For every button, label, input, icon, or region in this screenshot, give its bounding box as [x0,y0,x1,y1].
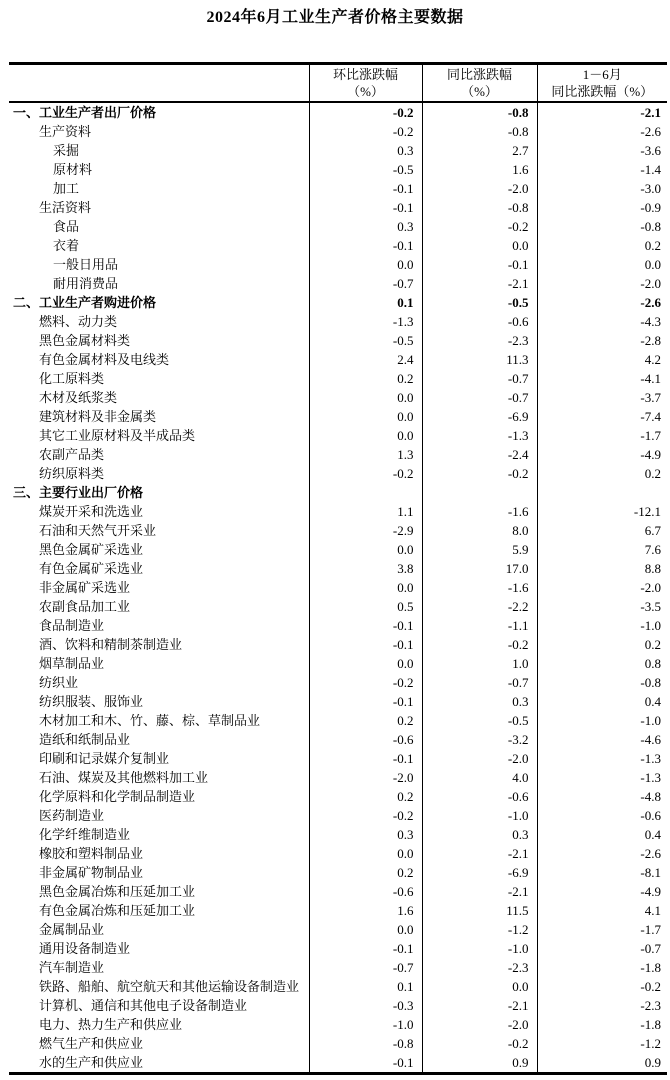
row-yoy-value: 8.0 [422,521,537,540]
row-yoy-value: -0.7 [422,673,537,692]
table-row [9,768,667,787]
header-ytd-line2: 同比涨跌幅（%） [551,83,654,99]
row-label: 铁路、船舶、航空航天和其他运输设备制造业 [39,978,300,994]
row-ytd-value: -4.6 [537,730,667,749]
row-mom-value: -0.3 [309,996,422,1015]
row-yoy-value: -2.3 [422,958,537,977]
row-yoy-value: -1.3 [422,426,537,445]
row-yoy-value: -6.9 [422,863,537,882]
row-yoy-value: -2.1 [422,844,537,863]
row-ytd-value: 4.2 [537,350,667,369]
row-ytd-value: 0.8 [537,654,667,673]
row-yoy-value: 0.9 [422,1053,537,1074]
header-mom-line2: （%） [347,83,384,99]
row-yoy-value: -1.0 [422,939,537,958]
row-label: 生活资料 [39,199,92,215]
table-row [9,863,667,882]
row-label: 化工原料类 [39,370,105,386]
row-mom-value: 0.2 [309,711,422,730]
row-label: 煤炭开采和洗选业 [39,503,144,519]
row-mom-value: 1.6 [309,901,422,920]
row-mom-value: 0.0 [309,388,422,407]
row-ytd-value: 6.7 [537,521,667,540]
row-label: 一、工业生产者出厂价格 [13,104,157,120]
row-label: 原材料 [53,161,93,177]
row-ytd-value: -12.1 [537,502,667,521]
table-header [9,64,667,102]
row-label: 有色金属冶炼和压延加工业 [39,902,196,918]
row-mom-value: 1.1 [309,502,422,521]
row-ytd-value: -3.7 [537,388,667,407]
table-row [9,882,667,901]
table-row [9,255,667,274]
table-row [9,749,667,768]
row-yoy-value: -0.5 [422,293,537,312]
row-label: 二、工业生产者购进价格 [13,294,157,310]
table-row [9,825,667,844]
row-yoy-value: 11.5 [422,901,537,920]
row-yoy-value: -0.7 [422,388,537,407]
row-yoy-value: -2.1 [422,996,537,1015]
row-mom-value: -0.6 [309,730,422,749]
row-yoy-value: -2.2 [422,597,537,616]
row-label: 食品制造业 [39,617,105,633]
table-row [9,445,667,464]
row-mom-value: -0.8 [309,1034,422,1053]
table-row [9,939,667,958]
row-label: 燃气生产和供应业 [39,1035,144,1051]
header-mom-column [309,64,422,102]
row-label: 生产资料 [39,123,92,139]
row-ytd-value: -0.8 [537,217,667,236]
row-ytd-value: -4.9 [537,882,667,901]
row-mom-value: 0.2 [309,863,422,882]
row-mom-value: 0.0 [309,578,422,597]
header-yoy-line1: 同比涨跌幅 [446,66,512,82]
row-mom-value: -0.2 [309,122,422,141]
row-ytd-value: -1.0 [537,616,667,635]
row-mom-value: -0.1 [309,692,422,711]
row-mom-value: -0.1 [309,749,422,768]
header-ytd-line1: 1－6月 [582,66,622,82]
row-label: 纺织服装、服饰业 [39,693,144,709]
row-yoy-value: -1.6 [422,502,537,521]
row-mom-value: -1.3 [309,312,422,331]
row-yoy-value: 17.0 [422,559,537,578]
row-mom-value: -0.2 [309,673,422,692]
table-row [9,521,667,540]
table-row [9,502,667,521]
row-yoy-value: -0.2 [422,1034,537,1053]
row-ytd-value: -1.4 [537,160,667,179]
row-yoy-value: 11.3 [422,350,537,369]
row-mom-value: -0.5 [309,160,422,179]
row-ytd-value: -1.7 [537,920,667,939]
row-mom-value: 0.1 [309,293,422,312]
table-row [9,198,667,217]
row-yoy-value: -1.6 [422,578,537,597]
row-yoy-value: -2.0 [422,1015,537,1034]
header-label-column [9,64,309,102]
row-yoy-value: 0.0 [422,236,537,255]
row-yoy-value: 0.3 [422,825,537,844]
table-row [9,787,667,806]
row-mom-value: -0.6 [309,882,422,901]
row-ytd-value: 8.8 [537,559,667,578]
row-yoy-value: 1.6 [422,160,537,179]
row-label: 电力、热力生产和供应业 [39,1016,183,1032]
row-yoy-value: -6.9 [422,407,537,426]
row-yoy-value: -2.0 [422,749,537,768]
row-label: 其它工业原材料及半成品类 [39,427,196,443]
table-row [9,692,667,711]
row-label: 有色金属材料及电线类 [39,351,170,367]
row-label: 黑色金属冶炼和压延加工业 [39,883,196,899]
row-ytd-value: 0.4 [537,825,667,844]
row-label: 汽车制造业 [39,959,105,975]
row-mom-value: 0.5 [309,597,422,616]
row-label: 黑色金属矿采选业 [39,541,144,557]
table-row [9,901,667,920]
row-ytd-value: -2.6 [537,844,667,863]
row-ytd-value: -2.0 [537,578,667,597]
row-label: 农副产品类 [39,446,105,462]
row-yoy-value: -0.6 [422,312,537,331]
row-ytd-value: 0.2 [537,236,667,255]
table-body [9,102,667,1074]
table-row [9,331,667,350]
table-row [9,559,667,578]
row-yoy-value: -0.8 [422,198,537,217]
row-mom-value: -0.2 [309,102,422,122]
table-row [9,711,667,730]
row-yoy-value: -0.2 [422,464,537,483]
table-row [9,102,667,122]
row-ytd-value: -0.2 [537,977,667,996]
row-mom-value: -0.1 [309,635,422,654]
row-ytd-value: -2.0 [537,274,667,293]
row-ytd-value: -0.7 [537,939,667,958]
row-yoy-value: -0.7 [422,369,537,388]
row-mom-value: 1.3 [309,445,422,464]
row-yoy-value: -1.1 [422,616,537,635]
row-label: 印刷和记录媒介复制业 [39,750,170,766]
row-ytd-value: -3.6 [537,141,667,160]
row-ytd-value: 0.9 [537,1053,667,1074]
row-mom-value: -0.7 [309,958,422,977]
row-yoy-value: -1.0 [422,806,537,825]
row-label: 石油和天然气开采业 [39,522,157,538]
table-row [9,426,667,445]
row-ytd-value: 0.2 [537,635,667,654]
producer-price-table [9,62,667,1075]
row-yoy-value: -0.1 [422,255,537,274]
row-label: 食品 [53,218,80,234]
row-ytd-value: -2.3 [537,996,667,1015]
row-mom-value: 0.0 [309,654,422,673]
row-label: 计算机、通信和其他电子设备制造业 [39,997,248,1013]
row-mom-value: 0.2 [309,369,422,388]
row-yoy-value: 1.0 [422,654,537,673]
row-mom-value: -0.1 [309,179,422,198]
row-label: 加工 [53,180,80,196]
row-ytd-value: -0.8 [537,673,667,692]
row-ytd-value: -4.9 [537,445,667,464]
table-row [9,160,667,179]
row-ytd-value: -4.3 [537,312,667,331]
row-label: 农副食品加工业 [39,598,131,614]
row-label: 木材及纸浆类 [39,389,118,405]
row-mom-value: -2.9 [309,521,422,540]
table-row [9,958,667,977]
row-ytd-value: 4.1 [537,901,667,920]
table-row [9,464,667,483]
row-mom-value: -0.1 [309,236,422,255]
row-mom-value: 0.0 [309,426,422,445]
row-mom-value: -0.1 [309,939,422,958]
row-ytd-value: -1.3 [537,749,667,768]
row-label: 石油、煤炭及其他燃料加工业 [39,769,209,785]
row-mom-value: 0.0 [309,255,422,274]
row-label: 酒、饮料和精制茶制造业 [39,636,183,652]
table-row [9,122,667,141]
row-mom-value: 0.2 [309,787,422,806]
row-ytd-value: -2.8 [537,331,667,350]
row-label: 通用设备制造业 [39,940,131,956]
row-ytd-value: -8.1 [537,863,667,882]
table-row [9,673,667,692]
table-row [9,635,667,654]
row-ytd-value: -0.6 [537,806,667,825]
row-mom-value: 0.0 [309,844,422,863]
table-row [9,730,667,749]
table-row [9,141,667,160]
row-label: 非金属矿物制品业 [39,864,144,880]
row-mom-value: -1.0 [309,1015,422,1034]
row-yoy-value [422,483,537,502]
row-label: 化学纤维制造业 [39,826,131,842]
table-row [9,312,667,331]
row-mom-value: 3.8 [309,559,422,578]
table-row [9,540,667,559]
row-label: 有色金属矿采选业 [39,560,144,576]
row-mom-value: 0.0 [309,407,422,426]
row-ytd-value: 0.0 [537,255,667,274]
table-row [9,1053,667,1074]
row-yoy-value: -0.6 [422,787,537,806]
row-yoy-value: 5.9 [422,540,537,559]
row-mom-value: 0.0 [309,540,422,559]
table-row [9,920,667,939]
table-row [9,217,667,236]
row-yoy-value: -0.2 [422,635,537,654]
row-yoy-value: -2.1 [422,882,537,901]
row-mom-value: 0.3 [309,141,422,160]
table-row [9,597,667,616]
row-mom-value: -0.1 [309,198,422,217]
table-row [9,844,667,863]
table-row [9,388,667,407]
row-label: 橡胶和塑料制品业 [39,845,144,861]
table-row [9,293,667,312]
row-label: 采掘 [53,142,80,158]
row-ytd-value: -1.2 [537,1034,667,1053]
row-label: 三、主要行业出厂价格 [13,484,144,500]
row-ytd-value: -1.7 [537,426,667,445]
table-row [9,483,667,502]
table-row [9,236,667,255]
table-row [9,654,667,673]
row-yoy-value: -2.1 [422,274,537,293]
table-row [9,369,667,388]
row-label: 耐用消费品 [53,275,119,291]
row-mom-value: 2.4 [309,350,422,369]
row-mom-value: 0.0 [309,920,422,939]
row-label: 燃料、动力类 [39,313,118,329]
row-ytd-value: -4.8 [537,787,667,806]
row-yoy-value: 0.0 [422,977,537,996]
row-ytd-value: -1.0 [537,711,667,730]
row-mom-value: -0.2 [309,464,422,483]
row-yoy-value: -0.8 [422,122,537,141]
row-mom-value: 0.1 [309,977,422,996]
row-label: 一般日用品 [53,256,119,272]
row-ytd-value: 0.4 [537,692,667,711]
header-yoy-column [422,64,537,102]
row-yoy-value: -2.0 [422,179,537,198]
row-ytd-value [537,483,667,502]
table-row [9,977,667,996]
row-mom-value: -0.7 [309,274,422,293]
row-yoy-value: -2.3 [422,331,537,350]
row-label: 衣着 [53,237,80,253]
table-row [9,350,667,369]
row-mom-value [309,483,422,502]
row-label: 医药制造业 [39,807,105,823]
row-yoy-value: -3.2 [422,730,537,749]
row-mom-value: 0.3 [309,825,422,844]
row-yoy-value: -1.2 [422,920,537,939]
row-yoy-value: 2.7 [422,141,537,160]
row-ytd-value: -3.5 [537,597,667,616]
row-ytd-value: -1.3 [537,768,667,787]
table-row [9,407,667,426]
row-label: 化学原料和化学制品制造业 [39,788,196,804]
table-row [9,1015,667,1034]
table-row [9,806,667,825]
row-label: 黑色金属材料类 [39,332,131,348]
row-ytd-value: -2.6 [537,122,667,141]
row-ytd-value: -1.8 [537,1015,667,1034]
row-mom-value: -2.0 [309,768,422,787]
table-row [9,996,667,1015]
row-label: 纺织业 [39,674,79,690]
table-row [9,616,667,635]
row-yoy-value: -0.8 [422,102,537,122]
row-label: 建筑材料及非金属类 [39,408,157,424]
row-ytd-value: -4.1 [537,369,667,388]
page-title: 2024年6月工业生产者价格主要数据 [206,9,464,26]
row-ytd-value: -3.0 [537,179,667,198]
row-ytd-value: -7.4 [537,407,667,426]
row-yoy-value: 4.0 [422,768,537,787]
row-ytd-value: -2.1 [537,102,667,122]
row-ytd-value: 0.2 [537,464,667,483]
row-label: 非金属矿采选业 [39,579,131,595]
row-label: 水的生产和供应业 [39,1054,144,1070]
row-mom-value: -0.5 [309,331,422,350]
table-row [9,578,667,597]
row-label: 烟草制品业 [39,655,105,671]
row-label: 纺织原料类 [39,465,105,481]
header-mom-line1: 环比涨跌幅 [332,66,398,82]
table-row [9,274,667,293]
row-yoy-value: -2.4 [422,445,537,464]
header-yoy-line2: （%） [461,83,498,99]
row-ytd-value: -1.8 [537,958,667,977]
row-label: 金属制品业 [39,921,105,937]
header-ytd-column [537,64,667,102]
row-yoy-value: -0.2 [422,217,537,236]
row-mom-value: -0.2 [309,806,422,825]
row-mom-value: 0.3 [309,217,422,236]
row-mom-value: -0.1 [309,616,422,635]
row-yoy-value: 0.3 [422,692,537,711]
row-label: 造纸和纸制品业 [39,731,131,747]
row-ytd-value: 7.6 [537,540,667,559]
table-row [9,1034,667,1053]
row-ytd-value: -2.6 [537,293,667,312]
row-ytd-value: -0.9 [537,198,667,217]
row-mom-value: -0.1 [309,1053,422,1074]
table-row [9,179,667,198]
row-yoy-value: -0.5 [422,711,537,730]
row-label: 木材加工和木、竹、藤、棕、草制品业 [39,712,261,728]
